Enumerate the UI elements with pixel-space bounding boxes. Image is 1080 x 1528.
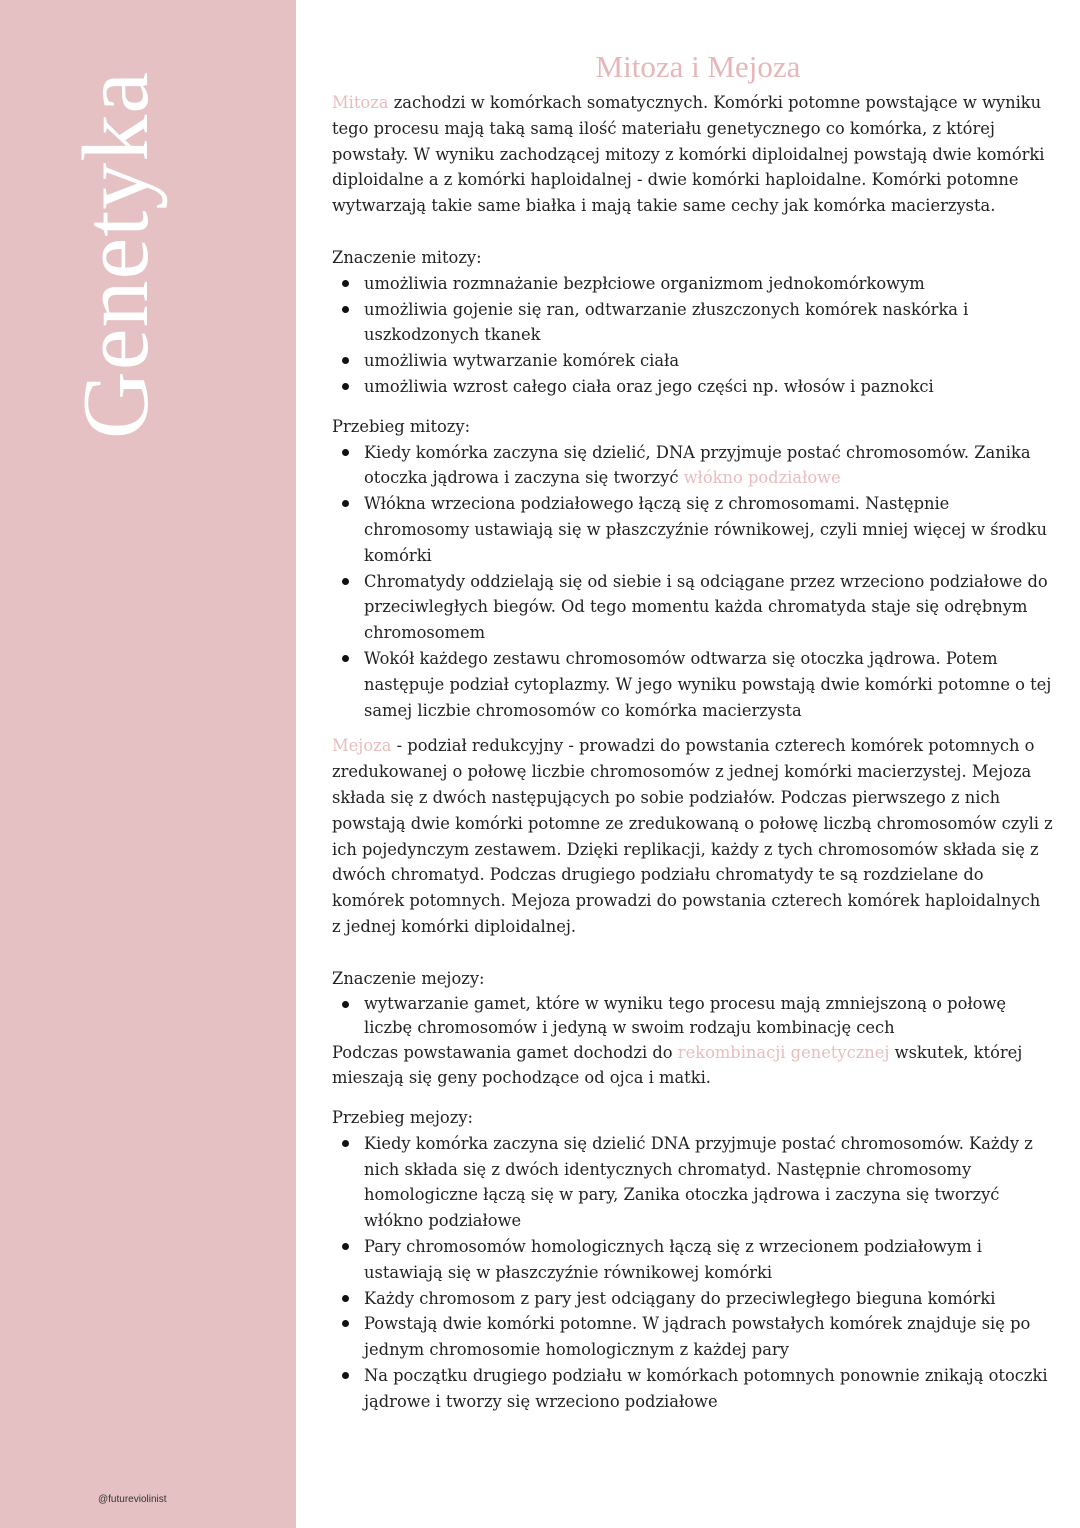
section-title: Genetyka: [64, 70, 168, 440]
document-content: [332, 44, 1054, 1415]
mitoza-course-label: Przebieg mitozy:: [332, 416, 471, 436]
list-item: wytwarzanie gamet, które w wyniku tego procesu mają zmniejszoną o połowę liczbę chromosomów i jedyną w swoim rodzaju kombinację cech: [332, 992, 1054, 1040]
gamete-text-before: Podczas powstawania gamet dochodzi do: [332, 1042, 678, 1062]
mitoza-intro: [332, 90, 1054, 219]
list-item: Powstają dwie komórki potomne. W jądrach powstałych komórek znajduje się po jednym chromosomie homologicznym z każdej pary: [332, 1311, 1054, 1363]
mejoza-significance-label: Znaczenie mejozy:: [332, 968, 485, 988]
list-item: Chromatydy oddzielają się od siebie i są odciągane przez wrzeciono podziałowe do przeciwległych biegów. Od tego momentu każda chromatyda staje się odrębnym chromosomem: [332, 569, 1054, 646]
accent-term: włókno podziałowe: [683, 468, 841, 488]
mejoza-course-list: [332, 1131, 1054, 1415]
list-item: Pary chromosomów homologicznych łączą się z wrzecionem podziałowym i ustawiają się w płaszczyźnie równikowej komórki: [332, 1234, 1054, 1286]
author-handle: @futureviolinist: [98, 1494, 167, 1505]
mitoza-significance-list: [332, 271, 1054, 400]
mejoza-significance-list: [332, 992, 1054, 1040]
gamete-text-after: wskutek, której mieszają się geny pochodzące od ojca i matki.: [332, 1042, 1023, 1088]
list-item: umożliwia wytwarzanie komórek ciała: [332, 348, 1054, 374]
list-item: umożliwia rozmnażanie bezpłciowe organizmom jednokomórkowym: [332, 271, 1054, 297]
mejoza-intro-text: - podział redukcyjny - prowadzi do powstania czterech komórek potomnych o zredukowanej o połowę liczbie chromosomów z jednej komórki macierzystej. Mejoza składa się z dwóch następujących po sobie podziałów. Podczas pierwszego z nich powstają dwie komórki potomne ze zredukowaną o połowę liczbą chromosomów czyli z ich pojedynczym zestawem. Dzięki replikacji, każdy z tych chromosomów składa się z dwóch chromatyd. Podczas drugiego podziału chromatydy te są rozdzielane do komórek potomnych. Mejoza prowadzi do powstania czterech komórek haploidalnych z jednej komórki diploidalnej.: [332, 736, 1053, 936]
list-item: Włókna wrzeciona podziałowego łączą się z chromosomami. Następnie chromosomy ustawiają się w płaszczyźnie równikowej, czyli mniej więcej w środku komórki: [332, 491, 1054, 568]
list-item: umożliwia wzrost całego ciała oraz jego części np. włosów i paznokci: [332, 374, 1054, 400]
mitoza-term: Mitoza: [332, 93, 389, 112]
gamete-paragraph: [332, 1040, 1054, 1092]
page-title: Mitoza i Mejoza: [595, 49, 801, 84]
sidebar: [0, 0, 296, 1528]
list-item: umożliwia gojenie się ran, odtwarzanie złuszczonych komórek naskórka i uszkodzonych tkanek: [332, 297, 1054, 349]
mitoza-significance-label: Znaczenie mitozy:: [332, 247, 482, 267]
mejoza-course-label: Przebieg mejozy:: [332, 1108, 473, 1128]
mejoza-intro: [332, 733, 1054, 939]
accent-term: rekombinacji genetycznej: [677, 1042, 890, 1062]
list-item: Kiedy komórka zaczyna się dzielić DNA przyjmuje postać chromosomów. Każdy z nich składa się z dwóch identycznych chromatyd. Następnie chromosomy homologiczne łączą się w pary, Zanika otoczka jądrowa i zaczyna się tworzyć włókno podziałowe: [332, 1131, 1054, 1234]
mitoza-course-list: [332, 440, 1054, 724]
list-item: Każdy chromosom z pary jest odciągany do przeciwległego bieguna komórki: [332, 1286, 1054, 1312]
list-item: Wokół każdego zestawu chromosomów odtwarza się otoczka jądrowa. Potem następuje podział cytoplazmy. W jego wyniku powstają dwie komórki potomne o tej samej liczbie chromosomów co komórka macierzysta: [332, 646, 1054, 723]
mitoza-intro-text: zachodzi w komórkach somatycznych. Komórki potomne powstające w wyniku tego procesu mają taką samą ilość materiału genetycznego co komórka, z której powstały. W wyniku zachodzącej mitozy z komórki diploidalnej powstają dwie komórki diploidalne a z komórki haploidalnej - dwie komórki haploidalne. Komórki potomne wytwarzają takie same białka i mają takie same cechy jak komórka macierzysta.: [332, 93, 1045, 216]
list-item-text: Kiedy komórka zaczyna się dzielić, DNA przyjmuje postać chromosomów. Zanika otoczka jądrowa i zaczyna się tworzyć: [364, 442, 1031, 488]
list-item: [332, 440, 1054, 492]
mejoza-term: Mejoza: [332, 736, 392, 756]
list-item: Na początku drugiego podziału w komórkach potomnych ponownie znikają otoczki jądrowe i tworzy się wrzeciono podziałowe: [332, 1363, 1054, 1415]
